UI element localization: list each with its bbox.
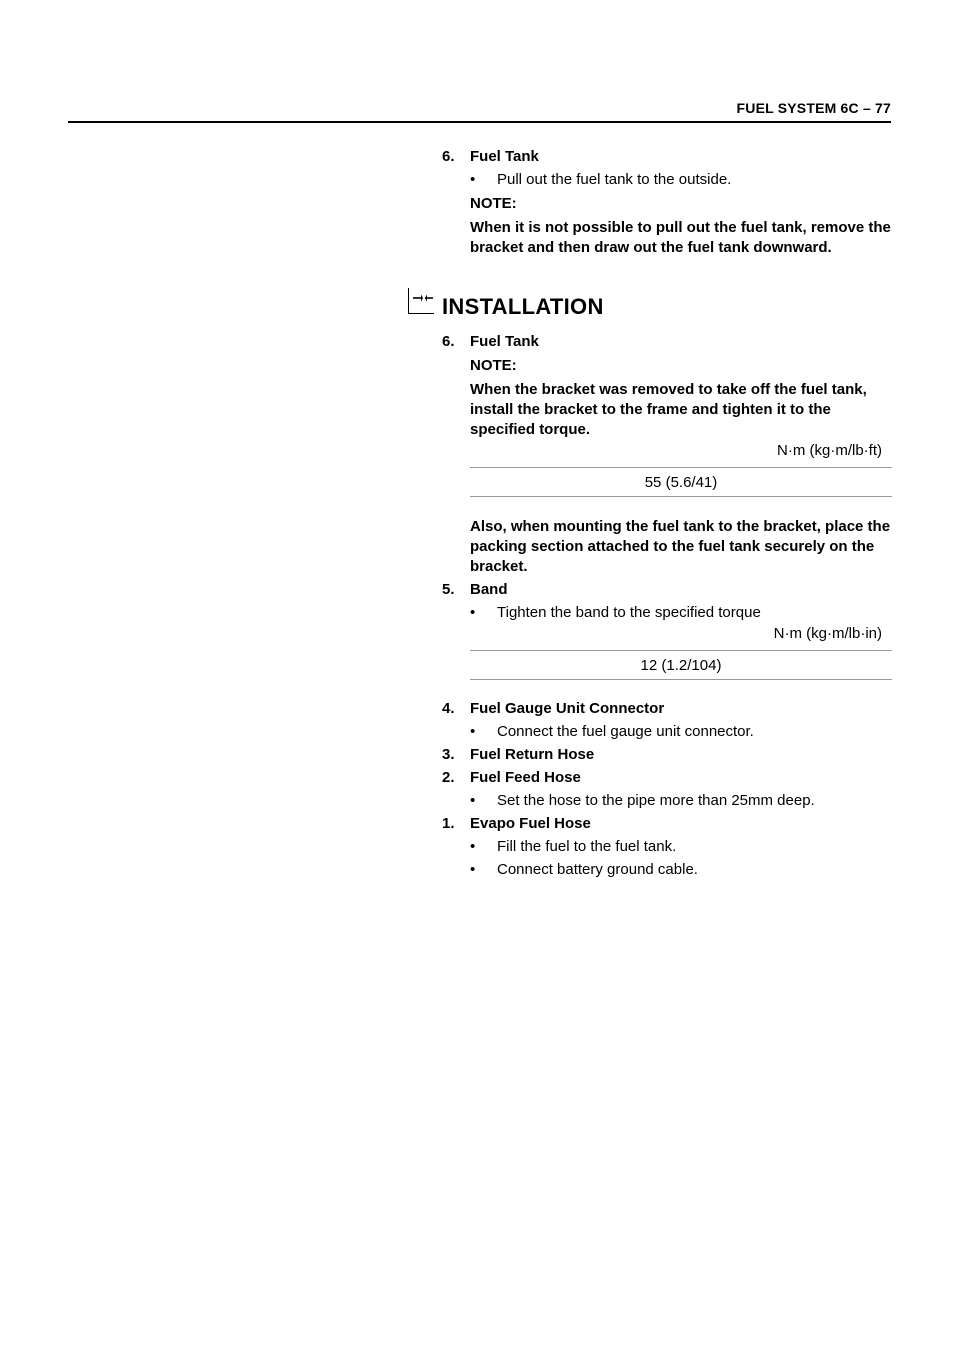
step-title: Fuel Gauge Unit Connector: [470, 700, 665, 717]
note-label: NOTE:: [470, 195, 517, 212]
bullet-glyph: •: [470, 604, 476, 621]
torque-unit: N·m (kg·m/lb·ft): [777, 442, 882, 459]
step-number: 3.: [442, 746, 455, 763]
step-band: [442, 580, 894, 600]
bullet-item: • Fill the fuel to the fuel tank.: [470, 838, 677, 855]
note-label: NOTE:: [470, 357, 517, 374]
installation-section-heading: [408, 288, 894, 324]
bullet-glyph: •: [470, 723, 476, 740]
step-title: Fuel Return Hose: [470, 746, 595, 763]
step-number: 6.: [442, 148, 455, 165]
bullet-glyph: •: [470, 171, 476, 188]
note-text: When it is not possible to pull out the fuel tank, remove the bracket and then draw out the fuel tank downward.: [470, 219, 891, 256]
header-rule: [68, 121, 891, 123]
section-heading: INSTALLATION: [442, 294, 604, 319]
step-fuel-return-hose: [442, 745, 894, 765]
procedure-content: [442, 144, 894, 880]
bullet-item: • Tighten the band to the specified torque: [470, 604, 761, 621]
torque-value: 55 (5.6/41): [644, 474, 718, 491]
step-number: 6.: [442, 333, 455, 350]
step-fuel-gauge-connector: [442, 699, 894, 719]
bullet-item: • Pull out the fuel tank to the outside.: [470, 171, 732, 188]
torque-spec-table: [470, 624, 892, 680]
bullet-glyph: •: [470, 838, 476, 855]
bullet-glyph: •: [470, 792, 476, 809]
note-text: Also, when mounting the fuel tank to the bracket, place the packing section attached to the fuel tank securely on the bracket.: [470, 518, 891, 575]
torque-value: 12 (1.2/104): [640, 657, 722, 674]
installation-arrows-icon: [408, 288, 434, 314]
step-number: 5.: [442, 581, 455, 598]
bullet-item: • Connect the fuel gauge unit connector.: [470, 723, 754, 740]
step-evapo-fuel-hose: [442, 814, 894, 834]
step-number: 1.: [442, 815, 455, 832]
step-fuel-tank-install: [442, 332, 894, 352]
page-header: FUEL SYSTEM 6C – 77: [736, 100, 891, 116]
step-title: Fuel Tank: [470, 148, 539, 165]
torque-unit: N·m (kg·m/lb·in): [773, 625, 882, 642]
step-title: Fuel Tank: [470, 333, 539, 350]
step-fuel-tank-removal: [442, 147, 894, 167]
step-number: 4.: [442, 700, 455, 717]
step-title: Evapo Fuel Hose: [470, 815, 591, 832]
torque-spec-table: [470, 441, 892, 497]
bullet-item: • Set the hose to the pipe more than 25mm deep.: [470, 792, 815, 809]
bullet-glyph: •: [470, 861, 476, 878]
note-text: When the bracket was removed to take off the fuel tank, install the bracket to the frame and tighten it to the specified torque.: [470, 381, 867, 438]
step-title: Band: [470, 581, 508, 598]
bullet-item: • Connect battery ground cable.: [470, 861, 698, 878]
step-fuel-feed-hose: [442, 768, 894, 788]
step-title: Fuel Feed Hose: [470, 769, 581, 786]
step-number: 2.: [442, 769, 455, 786]
